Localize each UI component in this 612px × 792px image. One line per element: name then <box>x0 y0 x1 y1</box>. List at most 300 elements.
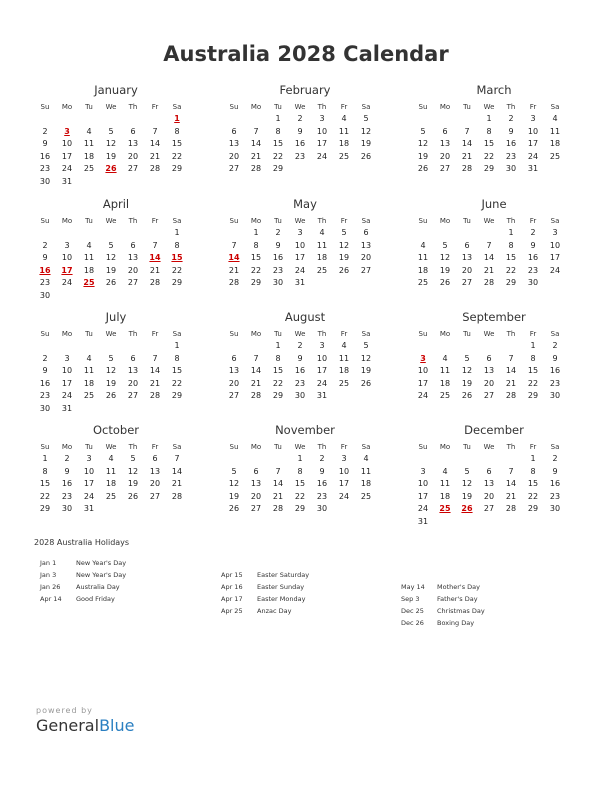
holiday-row <box>221 569 401 581</box>
month-name: April <box>102 197 130 211</box>
day-cell: 13 <box>127 139 139 148</box>
day-cell: 27 <box>250 504 262 513</box>
weekday-label: Th <box>317 217 327 225</box>
weekday-label: Tu <box>85 103 93 111</box>
empty-day-cell <box>166 290 188 303</box>
weekday-label: Fr <box>529 330 537 338</box>
day-cell: 28 <box>250 391 262 400</box>
day-cell: 10 <box>61 253 73 262</box>
day-cell: 12 <box>461 479 473 488</box>
day-cell: 6 <box>152 454 158 463</box>
day-cell: 19 <box>439 265 451 275</box>
day-cell: 9 <box>64 466 70 476</box>
week-row <box>223 353 377 366</box>
day-cell: 16 <box>316 479 328 488</box>
day-cell: 3 <box>552 228 558 237</box>
week-row <box>34 277 188 290</box>
day-cell: 31 <box>61 176 73 186</box>
holiday-date: Apr 15 <box>221 571 243 579</box>
day-cell: 12 <box>105 253 117 262</box>
day-cell: 5 <box>341 228 347 237</box>
day-cell: 14 <box>149 139 161 148</box>
day-cell: 22 <box>294 491 306 501</box>
day-cell: 8 <box>275 126 281 136</box>
holiday-day-cell: 3 <box>64 126 70 136</box>
day-cell: 8 <box>530 466 536 476</box>
day-cell: 24 <box>316 151 328 161</box>
week-row <box>34 265 188 278</box>
week-row <box>34 290 188 303</box>
day-cell: 19 <box>360 366 372 375</box>
day-cell: 17 <box>61 378 73 388</box>
weekday-label: Th <box>128 443 138 451</box>
holiday-date: Apr 17 <box>221 595 243 603</box>
day-cell: 20 <box>127 265 139 275</box>
holiday-name: Father's Day <box>437 595 478 603</box>
day-cell: 18 <box>549 139 561 148</box>
empty-day-cell <box>500 516 522 529</box>
day-cell: 30 <box>39 403 51 413</box>
weekday-label: Th <box>128 217 138 225</box>
holiday-name: Easter Monday <box>257 595 306 603</box>
day-cell: 23 <box>549 491 561 501</box>
day-cell: 24 <box>61 278 73 287</box>
weekday-label: Su <box>229 103 239 111</box>
day-cell: 21 <box>483 265 495 275</box>
holiday-day-cell: 26 <box>461 504 473 513</box>
day-cell: 15 <box>250 253 262 262</box>
week-row <box>223 113 377 126</box>
day-cell: 26 <box>105 391 117 400</box>
day-cell: 13 <box>228 366 240 375</box>
day-cell: 24 <box>61 391 73 400</box>
month-name: January <box>94 83 138 97</box>
week-row <box>223 265 377 278</box>
day-cell: 2 <box>64 454 70 463</box>
holiday-day-cell: 3 <box>420 353 426 363</box>
day-cell: 27 <box>483 391 495 400</box>
day-cell: 11 <box>83 366 95 375</box>
empty-day-cell <box>355 163 377 176</box>
day-cell: 12 <box>439 253 451 262</box>
day-cell: 20 <box>439 151 451 161</box>
day-cell: 4 <box>86 126 92 136</box>
weekday-label: Tu <box>463 330 471 338</box>
weekday-label: Su <box>40 443 50 451</box>
empty-day-cell <box>100 503 122 516</box>
day-cell: 20 <box>127 151 139 161</box>
weekday-label: Th <box>317 330 327 338</box>
empty-day-cell <box>478 227 500 240</box>
day-cell: 16 <box>294 139 306 148</box>
week-row <box>34 478 188 491</box>
day-cell: 7 <box>231 240 237 250</box>
day-cell: 19 <box>461 491 473 501</box>
weekday-label: Su <box>40 217 50 225</box>
empty-day-cell <box>333 503 355 516</box>
day-cell: 27 <box>228 164 240 173</box>
day-cell: 5 <box>363 341 369 350</box>
day-cell: 1 <box>297 454 303 463</box>
day-cell: 29 <box>527 391 539 400</box>
empty-day-cell <box>100 403 122 416</box>
month-august <box>223 310 377 403</box>
empty-day-cell <box>478 516 500 529</box>
day-cell: 19 <box>338 253 350 262</box>
day-cell: 22 <box>171 151 183 161</box>
day-cell: 4 <box>86 353 92 363</box>
week-row <box>412 227 566 240</box>
day-cell: 30 <box>549 391 561 400</box>
empty-day-cell <box>223 113 245 126</box>
empty-day-cell <box>333 277 355 290</box>
day-cell: 28 <box>228 278 240 287</box>
empty-day-cell <box>412 227 434 240</box>
weekday-label: Su <box>418 217 428 225</box>
day-cell: 14 <box>505 366 517 375</box>
week-row <box>223 491 377 504</box>
page-title: Australia 2028 Calendar <box>163 42 449 66</box>
day-cell: 22 <box>483 151 495 161</box>
weekday-label: Th <box>506 330 516 338</box>
day-cell: 6 <box>253 466 259 476</box>
day-cell: 17 <box>316 366 328 375</box>
day-cell: 3 <box>420 466 426 476</box>
day-cell: 9 <box>552 466 558 476</box>
day-cell: 17 <box>549 253 561 262</box>
day-cell: 1 <box>486 114 492 123</box>
day-cell: 24 <box>417 504 429 513</box>
day-cell: 27 <box>439 164 451 173</box>
day-cell: 4 <box>420 240 426 250</box>
holiday-date: Apr 14 <box>40 595 62 603</box>
empty-day-cell <box>100 227 122 240</box>
month-name: November <box>275 423 335 437</box>
weekday-label: Tu <box>274 330 282 338</box>
empty-day-cell <box>223 340 245 353</box>
holiday-name: Easter Saturday <box>257 571 310 579</box>
day-cell: 30 <box>39 290 51 300</box>
week-row <box>34 403 188 416</box>
day-cell: 12 <box>417 139 429 148</box>
day-cell: 16 <box>39 151 51 161</box>
day-cell: 20 <box>360 253 372 262</box>
day-cell: 14 <box>461 139 473 148</box>
day-cell: 5 <box>108 240 114 250</box>
day-cell: 19 <box>105 265 117 275</box>
day-cell: 11 <box>316 240 328 250</box>
day-cell: 7 <box>152 126 158 136</box>
day-cell: 8 <box>275 353 281 363</box>
weekday-header <box>412 441 566 453</box>
weekday-label: Mo <box>250 217 262 225</box>
day-cell: 21 <box>272 491 284 501</box>
day-cell: 13 <box>483 479 495 488</box>
day-cell: 24 <box>294 265 306 275</box>
day-cell: 1 <box>174 341 180 350</box>
week-row <box>412 378 566 391</box>
day-cell: 6 <box>130 126 136 136</box>
month-june <box>412 197 566 290</box>
week-row <box>34 353 188 366</box>
week-row <box>223 252 377 265</box>
month-december <box>412 423 566 528</box>
day-cell: 14 <box>483 253 495 262</box>
day-cell: 12 <box>127 466 139 476</box>
week-row <box>412 113 566 126</box>
weekday-label: We <box>105 103 117 111</box>
empty-day-cell <box>78 403 100 416</box>
day-cell: 20 <box>461 265 473 275</box>
day-cell: 29 <box>294 504 306 513</box>
day-cell: 16 <box>272 253 284 262</box>
holiday-name: Australia Day <box>76 583 120 591</box>
week-row <box>34 126 188 139</box>
empty-day-cell <box>78 176 100 189</box>
week-row <box>223 277 377 290</box>
week-row <box>412 265 566 278</box>
empty-day-cell <box>122 403 144 416</box>
day-cell: 11 <box>439 479 451 488</box>
weekday-header <box>412 101 566 113</box>
month-november <box>223 423 377 516</box>
day-cell: 18 <box>83 151 95 161</box>
week-row <box>412 277 566 290</box>
weekday-label: Mo <box>250 330 262 338</box>
day-cell: 2 <box>275 228 281 237</box>
month-september <box>412 310 566 403</box>
weekday-label: We <box>294 443 306 451</box>
holiday-date: Jan 1 <box>40 559 57 567</box>
day-cell: 7 <box>253 126 259 136</box>
day-cell: 19 <box>105 151 117 161</box>
day-cell: 23 <box>316 491 328 501</box>
day-cell: 6 <box>231 353 237 363</box>
empty-day-cell <box>333 390 355 403</box>
day-cell: 23 <box>272 265 284 275</box>
empty-day-cell <box>100 290 122 303</box>
day-cell: 17 <box>61 151 73 161</box>
day-cell: 4 <box>86 240 92 250</box>
weekday-header <box>34 441 188 453</box>
weekday-label: Tu <box>274 103 282 111</box>
weekday-header <box>34 215 188 227</box>
day-cell: 6 <box>464 240 470 250</box>
day-cell: 29 <box>272 164 284 173</box>
week-row <box>34 378 188 391</box>
day-cell: 17 <box>527 139 539 148</box>
weekday-label: We <box>294 217 306 225</box>
week-row <box>223 453 377 466</box>
day-cell: 2 <box>552 454 558 463</box>
day-cell: 30 <box>527 278 539 287</box>
day-cell: 25 <box>83 164 95 173</box>
day-cell: 18 <box>360 479 372 488</box>
day-cell: 29 <box>272 391 284 400</box>
weekday-label: Tu <box>85 330 93 338</box>
day-cell: 26 <box>360 151 372 161</box>
day-cell: 6 <box>130 240 136 250</box>
holiday-name: Anzac Day <box>257 607 292 615</box>
empty-day-cell <box>267 453 289 466</box>
day-cell: 4 <box>341 114 347 123</box>
powered-by-text: powered by <box>36 706 93 715</box>
day-cell: 21 <box>461 151 473 161</box>
week-row <box>412 516 566 529</box>
empty-day-cell <box>500 453 522 466</box>
generalblue-logo <box>36 706 134 735</box>
weekday-label: Sa <box>361 330 371 338</box>
day-cell: 5 <box>108 126 114 136</box>
weekday-label: Sa <box>361 103 371 111</box>
day-cell: 22 <box>171 378 183 388</box>
day-cell: 18 <box>316 253 328 262</box>
holiday-row <box>221 605 401 617</box>
day-cell: 24 <box>316 378 328 388</box>
day-cell: 16 <box>549 479 561 488</box>
holiday-row <box>40 557 220 569</box>
empty-day-cell <box>100 176 122 189</box>
holiday-day-cell: 14 <box>228 253 240 262</box>
day-cell: 29 <box>527 504 539 513</box>
week-row <box>34 340 188 353</box>
holiday-date: Sep 3 <box>401 595 420 603</box>
day-cell: 21 <box>250 378 262 388</box>
day-cell: 6 <box>486 353 492 363</box>
day-cell: 5 <box>420 126 426 136</box>
week-row <box>223 365 377 378</box>
month-name: September <box>462 310 526 324</box>
day-cell: 1 <box>530 341 536 350</box>
day-cell: 4 <box>442 466 448 476</box>
weekday-label: Sa <box>361 217 371 225</box>
empty-day-cell <box>78 290 100 303</box>
week-row <box>34 138 188 151</box>
day-cell: 21 <box>149 151 161 161</box>
day-cell: 25 <box>360 491 372 501</box>
empty-day-cell <box>78 113 100 126</box>
holiday-column <box>40 557 220 605</box>
weekday-label: We <box>483 330 495 338</box>
holiday-date: Jan 3 <box>40 571 57 579</box>
month-name: October <box>92 423 140 437</box>
holiday-row <box>40 569 220 581</box>
day-cell: 9 <box>297 126 303 136</box>
day-cell: 23 <box>61 491 73 501</box>
holiday-row <box>401 617 581 629</box>
empty-day-cell <box>522 516 544 529</box>
month-january <box>34 83 188 188</box>
empty-day-cell <box>434 516 456 529</box>
day-cell: 3 <box>530 114 536 123</box>
holiday-day-cell: 25 <box>83 278 95 287</box>
day-cell: 5 <box>442 240 448 250</box>
week-row <box>412 340 566 353</box>
empty-day-cell <box>144 227 166 240</box>
day-cell: 27 <box>127 391 139 400</box>
day-cell: 13 <box>149 466 161 476</box>
day-cell: 18 <box>417 265 429 275</box>
holiday-name: New Year's Day <box>76 571 127 579</box>
day-cell: 2 <box>297 341 303 350</box>
day-cell: 11 <box>105 466 117 476</box>
day-cell: 8 <box>174 126 180 136</box>
brand-general: General <box>36 716 100 735</box>
day-cell: 7 <box>253 353 259 363</box>
week-row <box>412 126 566 139</box>
day-cell: 17 <box>417 378 429 388</box>
day-cell: 18 <box>83 378 95 388</box>
empty-day-cell <box>122 503 144 516</box>
day-cell: 20 <box>483 491 495 501</box>
weekday-label: Fr <box>340 443 348 451</box>
day-cell: 17 <box>338 479 350 488</box>
day-cell: 22 <box>272 151 284 161</box>
day-cell: 16 <box>505 139 517 148</box>
day-cell: 28 <box>250 164 262 173</box>
day-cell: 18 <box>338 139 350 148</box>
weekday-label: Tu <box>463 443 471 451</box>
day-cell: 22 <box>505 265 517 275</box>
holiday-date: Dec 26 <box>401 619 424 627</box>
day-cell: 11 <box>338 353 350 363</box>
month-name: August <box>284 310 326 324</box>
day-cell: 17 <box>417 491 429 501</box>
weekday-label: Su <box>229 330 239 338</box>
day-cell: 19 <box>417 151 429 161</box>
empty-day-cell <box>456 516 478 529</box>
day-cell: 15 <box>171 139 183 148</box>
day-cell: 11 <box>549 126 561 136</box>
holiday-day-cell: 15 <box>171 253 183 262</box>
holiday-name: Good Friday <box>76 595 115 603</box>
day-cell: 23 <box>39 278 51 287</box>
day-cell: 8 <box>530 353 536 363</box>
weekday-label: Tu <box>85 443 93 451</box>
day-cell: 12 <box>338 240 350 250</box>
empty-day-cell <box>456 113 478 126</box>
weekday-label: Su <box>40 103 50 111</box>
weekday-label: Mo <box>61 103 73 111</box>
day-cell: 4 <box>108 454 114 463</box>
day-cell: 3 <box>64 240 70 250</box>
day-cell: 31 <box>316 391 328 400</box>
holiday-name: Christmas Day <box>437 607 485 615</box>
empty-day-cell <box>56 227 78 240</box>
day-cell: 4 <box>341 341 347 350</box>
day-cell: 24 <box>83 491 95 501</box>
day-cell: 26 <box>338 265 350 275</box>
day-cell: 31 <box>83 504 95 513</box>
day-cell: 27 <box>360 265 372 275</box>
week-row <box>34 453 188 466</box>
day-cell: 13 <box>360 240 372 250</box>
week-row <box>223 227 377 240</box>
week-row <box>412 353 566 366</box>
empty-day-cell <box>166 176 188 189</box>
day-cell: 11 <box>83 253 95 262</box>
day-cell: 2 <box>42 353 48 363</box>
empty-day-cell <box>78 227 100 240</box>
month-name: June <box>481 197 507 211</box>
day-cell: 10 <box>417 366 429 375</box>
day-cell: 7 <box>152 353 158 363</box>
month-july <box>34 310 188 415</box>
day-cell: 21 <box>149 265 161 275</box>
week-row <box>34 176 188 189</box>
day-cell: 13 <box>439 139 451 148</box>
day-cell: 22 <box>527 378 539 388</box>
